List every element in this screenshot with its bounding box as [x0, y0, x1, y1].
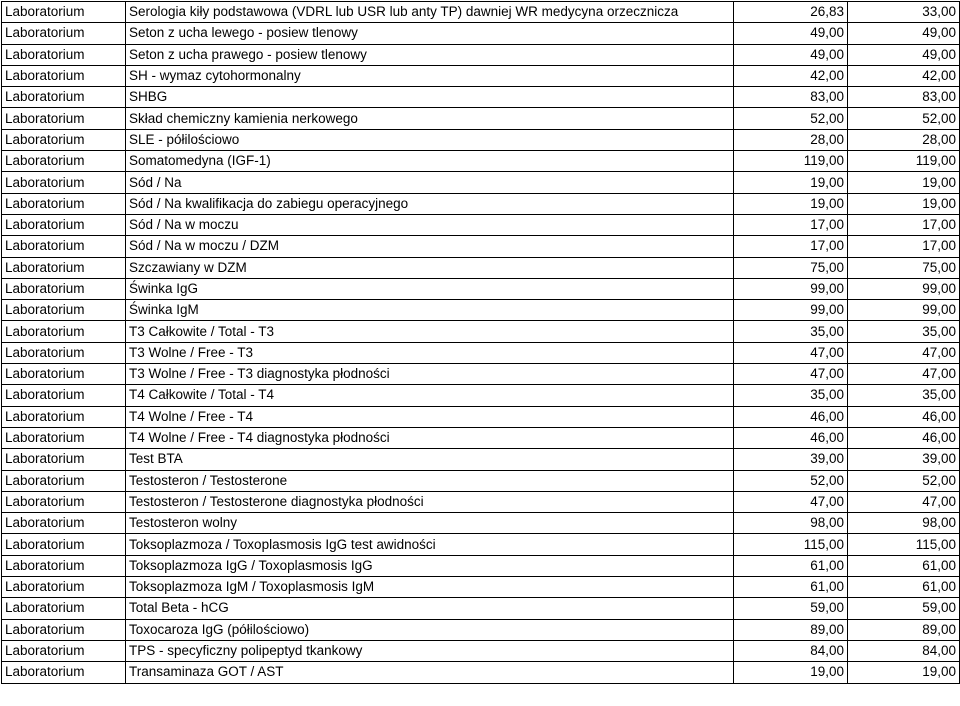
department-cell: Laboratorium	[2, 491, 126, 512]
price-cell-1: 75,00	[734, 257, 848, 278]
price-cell-1: 47,00	[734, 364, 848, 385]
price-cell-2: 84,00	[848, 640, 960, 661]
price-cell-1: 99,00	[734, 278, 848, 299]
price-cell-1: 89,00	[734, 619, 848, 640]
price-cell-1: 19,00	[734, 662, 848, 683]
price-cell-1: 98,00	[734, 513, 848, 534]
table-row	[2, 406, 960, 427]
table-row	[2, 257, 960, 278]
table-row	[2, 385, 960, 406]
test-name-cell: Szczawiany w DZM	[126, 257, 734, 278]
department-cell: Laboratorium	[2, 278, 126, 299]
price-cell-1: 17,00	[734, 214, 848, 235]
department-cell: Laboratorium	[2, 87, 126, 108]
table-row	[2, 87, 960, 108]
department-cell: Laboratorium	[2, 342, 126, 363]
price-cell-2: 89,00	[848, 619, 960, 640]
test-name-cell: Świnka IgG	[126, 278, 734, 299]
price-cell-2: 115,00	[848, 534, 960, 555]
department-cell: Laboratorium	[2, 44, 126, 65]
price-cell-2: 59,00	[848, 598, 960, 619]
test-name-cell: T4 Całkowite / Total - T4	[126, 385, 734, 406]
price-cell-1: 49,00	[734, 44, 848, 65]
price-cell-2: 52,00	[848, 470, 960, 491]
table-row	[2, 300, 960, 321]
price-cell-2: 75,00	[848, 257, 960, 278]
price-cell-2: 28,00	[848, 129, 960, 150]
test-name-cell: Testosteron / Testosterone diagnostyka płodności	[126, 491, 734, 512]
price-cell-2: 42,00	[848, 65, 960, 86]
table-row	[2, 342, 960, 363]
price-cell-2: 52,00	[848, 108, 960, 129]
test-name-cell: T3 Wolne / Free - T3 diagnostyka płodności	[126, 364, 734, 385]
table-row	[2, 193, 960, 214]
test-name-cell: Seton z ucha lewego - posiew tlenowy	[126, 23, 734, 44]
price-cell-1: 59,00	[734, 598, 848, 619]
department-cell: Laboratorium	[2, 300, 126, 321]
department-cell: Laboratorium	[2, 555, 126, 576]
price-cell-2: 46,00	[848, 427, 960, 448]
test-name-cell: Świnka IgM	[126, 300, 734, 321]
department-cell: Laboratorium	[2, 236, 126, 257]
price-cell-1: 61,00	[734, 555, 848, 576]
price-table	[1, 1, 960, 684]
department-cell: Laboratorium	[2, 129, 126, 150]
price-cell-1: 46,00	[734, 406, 848, 427]
test-name-cell: Total Beta - hCG	[126, 598, 734, 619]
price-cell-2: 47,00	[848, 342, 960, 363]
price-cell-1: 28,00	[734, 129, 848, 150]
table-row	[2, 577, 960, 598]
department-cell: Laboratorium	[2, 427, 126, 448]
department-cell: Laboratorium	[2, 534, 126, 555]
table-row	[2, 470, 960, 491]
test-name-cell: Skład chemiczny kamienia nerkowego	[126, 108, 734, 129]
table-row	[2, 2, 960, 23]
test-name-cell: Sód / Na w moczu / DZM	[126, 236, 734, 257]
price-cell-1: 52,00	[734, 108, 848, 129]
department-cell: Laboratorium	[2, 470, 126, 491]
test-name-cell: SLE - półilościowo	[126, 129, 734, 150]
price-cell-2: 99,00	[848, 278, 960, 299]
test-name-cell: Toxocaroza IgG (półilościowo)	[126, 619, 734, 640]
price-cell-1: 26,83	[734, 2, 848, 23]
test-name-cell: Toksoplazmoza IgG / Toxoplasmosis IgG	[126, 555, 734, 576]
test-name-cell: Transaminaza GOT / AST	[126, 662, 734, 683]
price-cell-2: 35,00	[848, 321, 960, 342]
department-cell: Laboratorium	[2, 577, 126, 598]
test-name-cell: SH - wymaz cytohormonalny	[126, 65, 734, 86]
price-cell-2: 19,00	[848, 193, 960, 214]
price-cell-1: 52,00	[734, 470, 848, 491]
table-row	[2, 427, 960, 448]
table-row	[2, 662, 960, 683]
price-cell-2: 49,00	[848, 44, 960, 65]
price-cell-1: 115,00	[734, 534, 848, 555]
test-name-cell: T3 Wolne / Free - T3	[126, 342, 734, 363]
department-cell: Laboratorium	[2, 193, 126, 214]
table-row	[2, 108, 960, 129]
test-name-cell: Somatomedyna (IGF-1)	[126, 151, 734, 172]
price-cell-2: 61,00	[848, 555, 960, 576]
price-cell-1: 99,00	[734, 300, 848, 321]
price-cell-1: 39,00	[734, 449, 848, 470]
test-name-cell: Sód / Na	[126, 172, 734, 193]
department-cell: Laboratorium	[2, 385, 126, 406]
department-cell: Laboratorium	[2, 513, 126, 534]
price-cell-1: 84,00	[734, 640, 848, 661]
department-cell: Laboratorium	[2, 619, 126, 640]
department-cell: Laboratorium	[2, 257, 126, 278]
test-name-cell: Testosteron wolny	[126, 513, 734, 534]
table-row	[2, 278, 960, 299]
table-row	[2, 364, 960, 385]
price-cell-1: 17,00	[734, 236, 848, 257]
department-cell: Laboratorium	[2, 2, 126, 23]
department-cell: Laboratorium	[2, 640, 126, 661]
price-cell-2: 49,00	[848, 23, 960, 44]
table-row	[2, 44, 960, 65]
test-name-cell: Toksoplazmoza / Toxoplasmosis IgG test awidności	[126, 534, 734, 555]
department-cell: Laboratorium	[2, 598, 126, 619]
table-row	[2, 23, 960, 44]
test-name-cell: T4 Wolne / Free - T4	[126, 406, 734, 427]
department-cell: Laboratorium	[2, 321, 126, 342]
price-cell-2: 19,00	[848, 662, 960, 683]
price-cell-2: 17,00	[848, 214, 960, 235]
test-name-cell: Serologia kiły podstawowa (VDRL lub USR lub anty TP) dawniej WR medycyna orzecznicza	[126, 2, 734, 23]
price-cell-2: 33,00	[848, 2, 960, 23]
department-cell: Laboratorium	[2, 151, 126, 172]
department-cell: Laboratorium	[2, 23, 126, 44]
price-cell-2: 39,00	[848, 449, 960, 470]
price-cell-1: 42,00	[734, 65, 848, 86]
department-cell: Laboratorium	[2, 364, 126, 385]
price-cell-2: 61,00	[848, 577, 960, 598]
price-cell-2: 19,00	[848, 172, 960, 193]
test-name-cell: Testosteron / Testosterone	[126, 470, 734, 491]
table-row	[2, 449, 960, 470]
test-name-cell: Seton z ucha prawego - posiew tlenowy	[126, 44, 734, 65]
table-row	[2, 236, 960, 257]
price-cell-2: 47,00	[848, 364, 960, 385]
price-cell-1: 35,00	[734, 321, 848, 342]
department-cell: Laboratorium	[2, 172, 126, 193]
price-cell-2: 46,00	[848, 406, 960, 427]
price-cell-1: 119,00	[734, 151, 848, 172]
price-cell-1: 19,00	[734, 193, 848, 214]
table-row	[2, 640, 960, 661]
price-table-body	[2, 2, 960, 684]
table-row	[2, 172, 960, 193]
price-cell-1: 61,00	[734, 577, 848, 598]
price-cell-2: 98,00	[848, 513, 960, 534]
price-cell-1: 35,00	[734, 385, 848, 406]
price-cell-2: 83,00	[848, 87, 960, 108]
table-row	[2, 214, 960, 235]
table-row	[2, 534, 960, 555]
price-cell-2: 17,00	[848, 236, 960, 257]
test-name-cell: T3 Całkowite / Total - T3	[126, 321, 734, 342]
price-cell-2: 47,00	[848, 491, 960, 512]
table-row	[2, 555, 960, 576]
price-cell-1: 83,00	[734, 87, 848, 108]
department-cell: Laboratorium	[2, 449, 126, 470]
test-name-cell: T4 Wolne / Free - T4 diagnostyka płodności	[126, 427, 734, 448]
price-cell-2: 119,00	[848, 151, 960, 172]
table-row	[2, 129, 960, 150]
table-row	[2, 65, 960, 86]
department-cell: Laboratorium	[2, 662, 126, 683]
table-row	[2, 619, 960, 640]
test-name-cell: TPS - specyficzny polipeptyd tkankowy	[126, 640, 734, 661]
price-cell-2: 35,00	[848, 385, 960, 406]
table-row	[2, 321, 960, 342]
department-cell: Laboratorium	[2, 65, 126, 86]
table-row	[2, 151, 960, 172]
price-cell-2: 99,00	[848, 300, 960, 321]
test-name-cell: Sód / Na w moczu	[126, 214, 734, 235]
price-cell-1: 47,00	[734, 491, 848, 512]
table-row	[2, 598, 960, 619]
department-cell: Laboratorium	[2, 406, 126, 427]
department-cell: Laboratorium	[2, 214, 126, 235]
table-row	[2, 491, 960, 512]
test-name-cell: Sód / Na kwalifikacja do zabiegu operacyjnego	[126, 193, 734, 214]
test-name-cell: Test BTA	[126, 449, 734, 470]
price-cell-1: 19,00	[734, 172, 848, 193]
department-cell: Laboratorium	[2, 108, 126, 129]
price-cell-1: 49,00	[734, 23, 848, 44]
price-cell-1: 46,00	[734, 427, 848, 448]
test-name-cell: SHBG	[126, 87, 734, 108]
test-name-cell: Toksoplazmoza IgM / Toxoplasmosis IgM	[126, 577, 734, 598]
price-cell-1: 47,00	[734, 342, 848, 363]
table-row	[2, 513, 960, 534]
